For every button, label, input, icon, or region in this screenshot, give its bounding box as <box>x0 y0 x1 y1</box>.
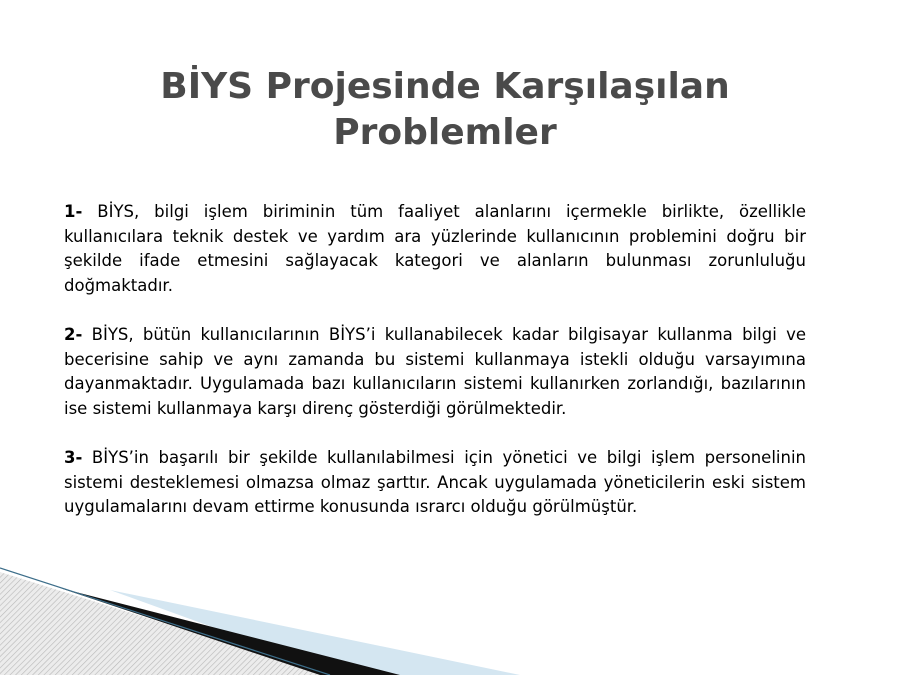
paragraph-text: BİYS, bilgi işlem biriminin tüm faaliyet alanlarını içermekle birlikte, özellikle kullanıcılara teknik destek ve yardım ara yüzlerinde kullanıcının problemini doğru bir şekilde ifade etmesini sağlayacak kategori ve alanların bulunması zorunluluğu doğmaktadır. <box>64 202 806 295</box>
paragraph-number: 3- <box>64 447 83 467</box>
paragraph-number: 2- <box>64 324 83 344</box>
paragraph-text: BİYS, bütün kullanıcılarının BİYS’i kullanabilecek kadar bilgisayar kullanma bilgi ve becerisine sahip ve aynı zamanda bu sistemi kullanmaya istekli olduğu varsayımına dayanmaktadır. Uygulamada bazı kullanıcıların sistemi kullanırken zorlandığı, bazılarının ise sistemi kullanmaya karşı direnç gösterdiği görülmektedir. <box>64 324 806 418</box>
paragraph-3 <box>64 446 806 520</box>
slide-title: BİYS Projesinde Karşılaşılan Problemler <box>160 66 730 153</box>
paragraph-text: BİYS’in başarılı bir şekilde kullanılabilmesi için yönetici ve bilgi işlem personelinin sistemi desteklemesi olmazsa olmaz şarttır. Ancak uygulamada yöneticilerin eski sistem uygulamalarını devam ettirme konusunda ısrarcı olduğu görülmüştür. <box>64 447 806 517</box>
paragraph-2 <box>64 323 806 421</box>
slide-body <box>64 200 806 544</box>
paragraph-1 <box>64 200 806 298</box>
paragraph-number: 1- <box>64 202 83 221</box>
